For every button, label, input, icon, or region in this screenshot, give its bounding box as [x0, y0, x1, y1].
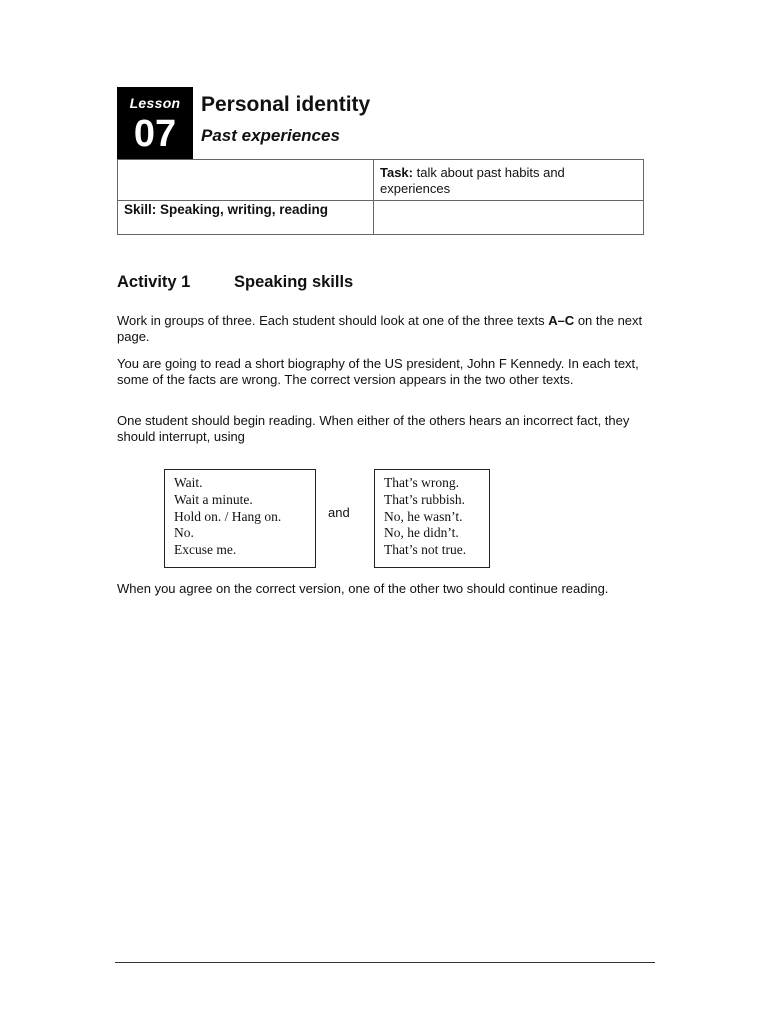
task-label: Task:: [380, 165, 413, 180]
info-table: [117, 159, 644, 235]
footer-rule: [115, 962, 655, 963]
phrase-item: Hold on. / Hang on.: [174, 508, 282, 524]
and-connector: and: [328, 505, 350, 520]
instruction-paragraph-3: One student should begin reading. When either of the others hears an incorrect fact, they should interrupt, using: [117, 413, 630, 444]
activity-label: Activity 1: [117, 273, 191, 291]
table-divider-horizontal: [118, 200, 643, 201]
page-title: Personal identity: [201, 93, 371, 116]
phrase-item: No, he wasn’t.: [384, 508, 463, 524]
phrase-item: No, he didn’t.: [384, 525, 459, 541]
correction-phrases-box: [374, 469, 490, 568]
lesson-number: 07: [133, 113, 177, 155]
lesson-badge: [117, 87, 193, 160]
page-subtitle: Past experiences: [201, 126, 340, 145]
phrase-item: Wait.: [174, 475, 203, 490]
instruction-paragraph-2: You are going to read a short biography of the US president, John F Kennedy. In each text, some of the facts are wrong. The correct version appears in the two other texts.: [117, 356, 639, 387]
phrase-item: Excuse me.: [174, 542, 237, 558]
p1-text-before: Work in groups of three. Each student should look at one of the three texts: [117, 313, 549, 328]
instruction-paragraph-1: [117, 313, 652, 344]
p1-text-bold: A–C: [548, 313, 575, 328]
phrase-item: That’s rubbish.: [384, 491, 465, 507]
instruction-paragraph-4: When you agree on the correct version, one of the other two should continue reading.: [117, 581, 609, 596]
phrase-item: That’s wrong.: [384, 475, 459, 490]
task-text: talk about past habits and experiences: [380, 165, 565, 196]
interrupt-phrases-box: [164, 469, 316, 568]
phrase-item: Wait a minute.: [174, 491, 253, 507]
activity-title: Speaking skills: [234, 273, 354, 291]
p1-text-after: on the next page.: [117, 313, 643, 344]
lesson-word: Lesson: [129, 95, 181, 111]
table-divider-vertical: [373, 160, 374, 234]
task-cell: [380, 165, 635, 197]
phrase-item: No.: [174, 525, 194, 541]
skill-cell: Skill: Speaking, writing, reading: [124, 202, 329, 217]
phrase-item: That’s not true.: [384, 542, 467, 558]
